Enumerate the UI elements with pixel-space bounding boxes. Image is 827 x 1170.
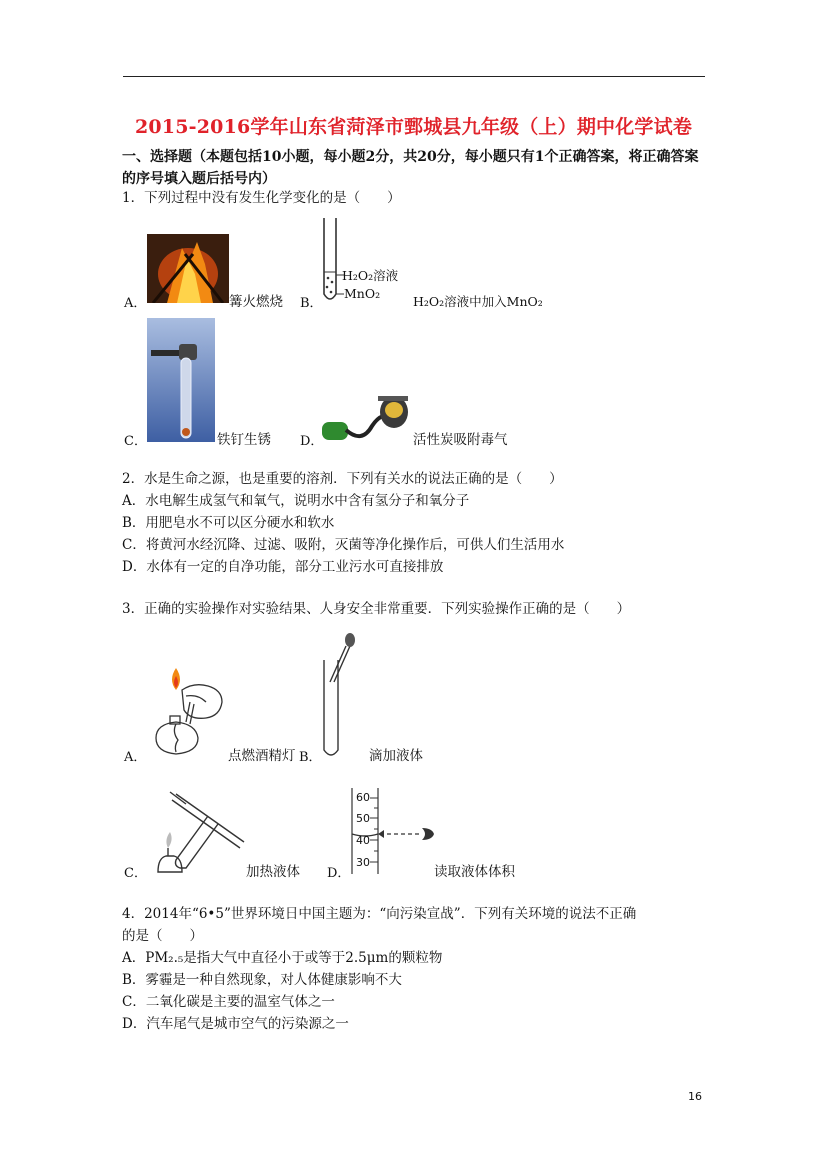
q4-option-a: A．PM₂.₅是指大气中直径小于或等于2.5μm的颗粒物 bbox=[122, 950, 443, 966]
q1-d-letter: D． bbox=[300, 434, 324, 449]
q4-option-d: D．汽车尾气是城市空气的污染源之一 bbox=[122, 1016, 349, 1032]
q1-a-letter: A． bbox=[124, 296, 147, 311]
q1-c-letter: C． bbox=[124, 434, 147, 449]
q2-option-d: D．水体有一定的自净功能，部分工业污水可直接排放 bbox=[122, 559, 444, 575]
q1-d-label: 活性炭吸附毒气 bbox=[413, 432, 508, 448]
cylinder-tick-30: 30 bbox=[356, 856, 370, 869]
cylinder-tick-50: 50 bbox=[356, 812, 370, 825]
q3-c-label: 加热液体 bbox=[246, 864, 300, 880]
fig-label-h2o2: H₂O₂溶液 bbox=[342, 268, 399, 283]
q1-b-label: H₂O₂溶液中加入MnO₂ bbox=[413, 294, 543, 309]
q4-stem-line1: 4．2014年“6•5”世界环境日中国主题为：“向污染宣战”．下列有关环境的说法不正确 bbox=[122, 906, 637, 922]
q3-a-label: 点燃酒精灯 bbox=[228, 748, 296, 764]
q4-option-c: C．二氧化碳是主要的温室气体之一 bbox=[122, 994, 335, 1010]
q1-a-label: 篝火燃烧 bbox=[229, 294, 283, 310]
q3-c-letter: C． bbox=[124, 866, 147, 881]
q1-b-letter: B． bbox=[300, 296, 323, 311]
heating-liquid-figure bbox=[146, 786, 250, 878]
q2-stem: 2．水是生命之源，也是重要的溶剂．下列有关水的说法正确的是（ ） bbox=[122, 471, 563, 487]
cylinder-tick-60: 60 bbox=[356, 791, 370, 804]
page-title: 2015-2016学年山东省菏泽市鄄城县九年级（上）期中化学试卷 bbox=[134, 116, 693, 138]
q2-option-a: A．水电解生成氢气和氧气，说明水中含有氢分子和氧分子 bbox=[122, 493, 470, 509]
page-number: 16 bbox=[688, 1090, 702, 1103]
q3-b-letter: B． bbox=[299, 750, 322, 765]
bonfire-image bbox=[147, 234, 229, 303]
q3-b-label: 滴加液体 bbox=[369, 748, 423, 764]
q3-d-letter: D． bbox=[327, 866, 351, 881]
q3-stem: 3．正确的实验操作对实验结果、人身安全非常重要．下列实验操作正确的是（ ） bbox=[122, 601, 631, 617]
q3-a-letter: A． bbox=[124, 750, 147, 765]
cylinder-tick-40: 40 bbox=[356, 834, 370, 847]
q1-c-label: 铁钉生锈 bbox=[217, 432, 271, 448]
q2-option-c: C．将黄河水经沉降、过滤、吸附，灭菌等净化操作后，可供人们生活用水 bbox=[122, 537, 565, 553]
rusting-nail-image bbox=[147, 318, 215, 442]
fig-label-mno2: MnO₂ bbox=[344, 286, 381, 301]
dropper-test-tube-figure bbox=[316, 632, 360, 760]
section-heading: 一、选择题（本题包括10小题，每小题2分，共20分，每小题只有1个正确答案，将正确答案的序号填入题后括号内） bbox=[122, 149, 699, 187]
q3-d-label: 读取液体体积 bbox=[434, 864, 515, 880]
header-rule bbox=[123, 76, 705, 77]
q4-stem-line2: 的是（ ） bbox=[122, 928, 203, 944]
gas-mask-image bbox=[322, 392, 412, 444]
q1-stem: 1．下列过程中没有发生化学变化的是（ ） bbox=[122, 190, 401, 206]
lighting-alcohol-lamp-figure bbox=[146, 666, 230, 762]
q4-option-b: B．雾霾是一种自然现象，对人体健康影响不大 bbox=[122, 972, 402, 988]
q2-option-b: B．用肥皂水不可以区分硬水和软水 bbox=[122, 515, 335, 531]
